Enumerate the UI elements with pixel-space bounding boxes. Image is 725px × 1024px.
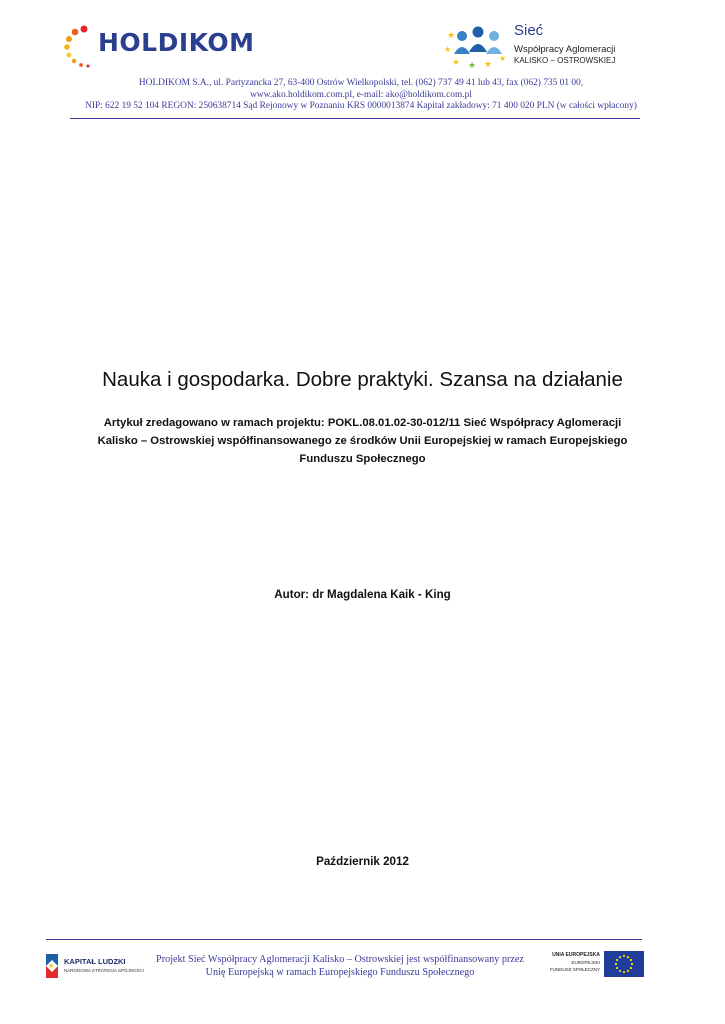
- svg-text:★: ★: [499, 54, 507, 63]
- footer-note-line: Unię Europejską w ramach Europejskiego Funduszu Społecznego: [205, 967, 475, 978]
- eu-logo-line: UNIA EUROPEJSKA: [552, 952, 600, 958]
- eu-logo-line: FUNDUSZ SPOŁECZNY: [549, 967, 600, 972]
- author-line: Autor: dr Magdalena Kaik - King: [274, 588, 451, 601]
- svg-text:★: ★: [444, 45, 452, 54]
- project-note-line: Funduszu Społecznego: [299, 453, 426, 465]
- kapital-ludzki-icon: [44, 952, 62, 980]
- eu-star-icon: [631, 963, 633, 965]
- header-divider: [70, 118, 640, 119]
- svg-text:★: ★: [484, 59, 493, 69]
- svg-text:★: ★: [452, 57, 461, 67]
- eu-logo: [544, 950, 644, 978]
- eu-star-icon: [623, 955, 625, 957]
- eu-star-icon: [619, 970, 621, 972]
- company-registry-line: NIP: 622 19 52 104 REGON: 250638714 Sąd Rejonowy w Poznaniu KRS 0000013874 Kapitał zakładowy: 71 400 020 PLN (w całości wpłacony): [85, 101, 637, 111]
- footer-note-line: Projekt Sieć Współpracy Aglomeracji Kalisko – Ostrowskiej jest współfinansowany przez: [156, 954, 524, 965]
- footer-note: [150, 953, 530, 979]
- eu-star-icon: [619, 956, 621, 958]
- holdikom-wordmark: HOLDIKOM: [98, 28, 255, 57]
- footer-divider: [46, 939, 642, 940]
- svg-text:★: ★: [48, 963, 55, 970]
- project-note-line: Artykuł zredagowano w ramach projektu: POKL.08.01.02-30-012/11 Sieć Współpracy Aglomeracji: [103, 417, 622, 429]
- network-logo-subtitle: Współpracy Aglomeracji: [514, 44, 616, 55]
- network-logo-title: Sieć: [514, 22, 544, 39]
- eu-flag-icon: [604, 951, 644, 977]
- project-note: [60, 414, 665, 468]
- eu-star-icon: [627, 956, 629, 958]
- document-date: Październik 2012: [316, 855, 409, 868]
- holdikom-logo: [62, 20, 255, 70]
- eu-star-icon: [623, 971, 625, 973]
- eu-star-icon: [630, 967, 632, 969]
- eu-logo-line: EUROPEJSKI: [571, 960, 600, 965]
- eu-star-icon: [630, 959, 632, 961]
- project-note-line: Kalisko – Ostrowskiej współfinansowanego ze środków Unii Europejskiej w ramach Europejskiego: [97, 435, 628, 447]
- network-logo: [444, 24, 644, 72]
- company-address-line: HOLDIKOM S.A., ul. Partyzancka 27, 63-400 Ostrów Wielkopolski, tel. (062) 737 49 41 lub 43, fax (062) 735 01 00,: [138, 78, 584, 88]
- document-title: Nauka i gospodarka. Dobre praktyki. Szansa na działanie: [102, 368, 623, 391]
- eu-star-icon: [616, 959, 618, 961]
- kapital-ludzki-subtitle: NARODOWA STRATEGIA SPÓJNOŚCI: [64, 968, 145, 973]
- kapital-ludzki-name: KAPITAŁ LUDZKI: [64, 957, 126, 966]
- people-stars-icon: [444, 24, 510, 70]
- svg-text:★: ★: [468, 60, 477, 70]
- holdikom-swirl-icon: [62, 20, 102, 70]
- company-info: [60, 78, 662, 113]
- kapital-ludzki-logo: [44, 952, 145, 980]
- eu-star-icon: [616, 967, 618, 969]
- eu-star-icon: [615, 963, 617, 965]
- network-logo-region: KALISKO – OSTROWSKIEJ: [514, 56, 616, 65]
- company-contact-line: www.ako.holdikom.com.pl, e-mail: ako@holdikom.com.pl: [250, 89, 472, 100]
- eu-star-icon: [627, 970, 629, 972]
- svg-text:★: ★: [447, 30, 456, 40]
